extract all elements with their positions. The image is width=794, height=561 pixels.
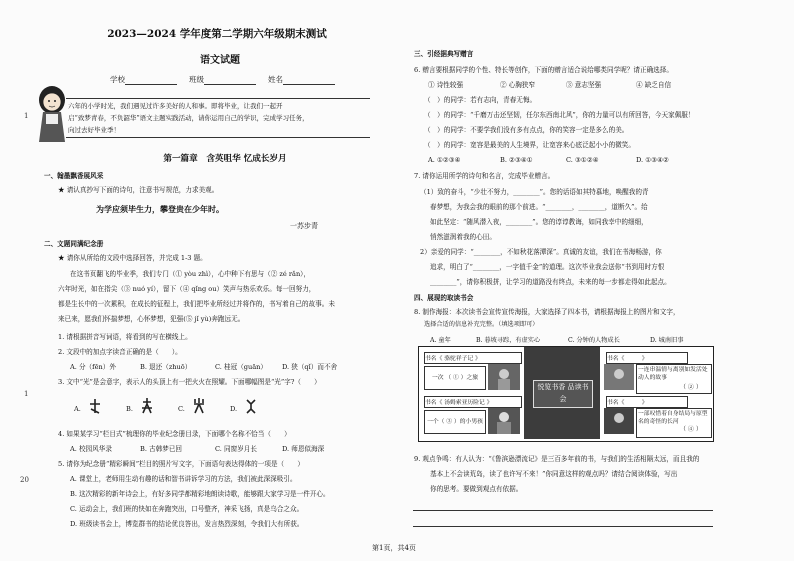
section2-title: 二、文题同满纪念册	[44, 240, 104, 248]
question-9-line3: 你的思考。要做到观点有依据。	[430, 485, 523, 493]
q6-option-a[interactable]: A. ①②③④	[428, 156, 461, 164]
poster-blank-2: （ ② ）	[680, 384, 702, 391]
question-2: 2. 文段中的加点字读音正确的是（ ）。	[58, 348, 182, 356]
poster-book4-title: 书名《 》	[606, 396, 688, 408]
q2-option-c[interactable]: C. 桂冠（guān）	[215, 363, 268, 371]
q2-option-a[interactable]: A. 分（fēn）外	[70, 363, 116, 371]
poster-book2-desc: 一连串温情与离别如发活处动人的故事	[636, 364, 712, 394]
q3-option-a[interactable]: A.	[74, 405, 81, 413]
question-8-cont: 选择合适的信息补充完整。（填选项即可）	[424, 321, 539, 328]
q6-line-1: （ ）的同学：若有志向，青春无悔。	[424, 96, 537, 104]
q5-option-b[interactable]: B. 这次精彩的新年诗会上，有好多同学都精彩地朗读诗歌，能够跟大家学习是一件开心。	[70, 490, 330, 498]
q4-option-c[interactable]: C. 同窗岁月长	[215, 445, 257, 453]
poster-book1-desc: 一次 （ ① ）之旅	[424, 366, 486, 390]
section1-title: 一、翰墨飘香展风采	[44, 172, 104, 180]
section2-instruction: ★ 请你从所给的文段中选择回答，并完成 1-3 题。	[58, 254, 207, 262]
q8-option-b[interactable]: B. 暮坡寻踪，有虚实心	[476, 337, 541, 344]
poster-book1-title: 书名《 骆驼祥子记 》	[424, 352, 522, 364]
q6-option-d[interactable]: D. ①③④②	[636, 156, 669, 164]
q3-glyph-options	[70, 395, 260, 421]
oracle-glyph-d-icon	[244, 397, 258, 415]
question-7: 7. 请你运用所学的诗句和名言，完成毕业赠言。	[414, 172, 555, 180]
book2-illustration-icon	[604, 364, 634, 390]
question-4: 4. 如果某学习“栏目式”梳理你的毕业纪念册目录，下面哪个名称不恰当（ ）	[58, 430, 291, 438]
poster-blank-4: （ ④ ）	[680, 426, 702, 433]
class-label: 班级	[189, 75, 204, 84]
q2-option-d[interactable]: D. 狭（qǐ）而不舍	[282, 363, 338, 371]
passage-line: 六年时光，如在指尖（③ nuó yí），留下（④ qǐng ou）笑声与热乐欢乐。每一回努力，	[58, 285, 316, 293]
q5-option-a[interactable]: A. 课堂上，老师用生动有趣的话和智书讲诉学习的方法，我们被此深深吸引。	[70, 475, 297, 483]
q6-trait-1: ① 诗性较强	[428, 81, 464, 89]
chapter1-title: 第一篇章 含英咀华 忆成长岁月	[163, 154, 287, 164]
name-field[interactable]	[283, 76, 335, 85]
oracle-glyph-a-icon	[88, 397, 102, 415]
oracle-glyph-c-icon	[192, 397, 206, 415]
passage-line: 来已来，愿我们怀揣梦想，心怀梦想，犯强(⑤ jǐ yù)奔跑远无。	[58, 315, 245, 323]
section4-title: 四、展现的取读书会	[414, 294, 474, 302]
q6-line-2: （ ）的同学：“千磨万击还坚韧，任尔东西南北风”，你的力量可以有所回答，今天家佩服！	[424, 111, 695, 119]
q8-option-c[interactable]: C. 分钟的人物成长	[568, 337, 620, 344]
q5-option-c[interactable]: C. 运动会上，我们班的快如在奔跑突出，口号整齐，神采飞扬，真是乌合之众。	[70, 505, 304, 513]
passage-line: 都是生长中的一次累积，在成长的征程上，我们把毕业所经过并将作的，书写着自己的故事。未	[58, 300, 335, 308]
q7-line: 悄然滋润着我的心田。	[430, 233, 496, 241]
q4-option-d[interactable]: D. 师恩似海深	[282, 445, 325, 453]
q2-option-b[interactable]: B. 退还（zhuō）	[140, 363, 192, 371]
question-5: 5. 请你为纪念册“精彩瞬间”栏目的照片写文字，下面语句表达得体的一项是（ ）	[58, 460, 304, 468]
q6-line-4: （ ）的同学：宽容是最美的人生境界，让宽容来心底泛起小小的微笑。	[424, 141, 635, 149]
oracle-glyph-b-icon	[140, 397, 154, 415]
q6-option-c[interactable]: C. ③①②④	[566, 156, 599, 164]
poem-line: 为学应须毕生力，攀登贵在少年时。	[96, 204, 224, 214]
school-label: 学校	[110, 75, 125, 84]
q3-option-d[interactable]: D.	[230, 405, 238, 413]
poster-center-label: 悦览书香 品读书会	[533, 380, 593, 408]
page-number: 第1页，共4页	[372, 544, 416, 552]
student-info	[110, 74, 370, 85]
poem-author: 一苏步青	[290, 222, 318, 230]
book1-illustration-icon	[488, 364, 520, 390]
book4-illustration-icon	[604, 408, 634, 434]
book3-illustration-icon	[488, 408, 520, 434]
q8-option-a[interactable]: A. 童年	[430, 337, 451, 344]
question-8: 8. 制作海报：本次读书会宣传宣传海报，大家选择了四本书，请根据海报上的图片和文字，	[414, 308, 680, 316]
q8-option-d[interactable]: D. 城南旧事	[650, 337, 684, 344]
section3-title: 三、引经据典写赠言	[414, 50, 474, 58]
school-field[interactable]	[125, 76, 177, 85]
q7-line: （1）致的奋斗，“少壮不努力，________”。您的话语如其特慕地，唤醒我的青	[420, 188, 649, 196]
q7-line: 追求，明白了“________，一字值千金”的道理。这次毕业我会送你“书到用时方恨	[430, 263, 665, 271]
q4-option-b[interactable]: B. 古韩梦已回	[140, 445, 183, 453]
name-label: 姓名	[268, 75, 283, 84]
q7-line: ________”，请你积极拼，让学习的道路没有终点，未来的每一步都走得如此起点。	[430, 278, 671, 286]
q6-option-b[interactable]: B. ②③④①	[500, 156, 533, 164]
q3-option-b[interactable]: B.	[126, 405, 133, 413]
answer-line[interactable]	[413, 510, 713, 511]
poster-book2-title: 书名《 》	[606, 352, 688, 364]
passage-line: 在这书页翻飞的毕业季，我们专门（① yòu zhì），心中种下有思与（② zé rǎn），	[70, 270, 311, 278]
page-subtitle: 语文试题	[200, 55, 240, 66]
margin-mark: 1	[24, 390, 29, 398]
question-6: 6. 赠言要根据同学的个性、特长等创作，下面的赠言适合说给哪类同学呢？请正确选择。	[414, 66, 673, 74]
answer-line[interactable]	[413, 526, 713, 527]
margin-mark: 20	[20, 476, 29, 484]
question-3: 3. 文中“光”是会意字，表示人的头顶上有一把火火在照耀。下面哪幅图是“光”字?（ ）	[58, 378, 321, 386]
girl-illustration-icon	[34, 84, 70, 146]
question-9-line2: 基本上不会读荒岛，读了也许写不来！”你同意这样的观点吗？请结合阅读体验，写出	[430, 470, 678, 478]
q6-line-3: （ ）的同学：不要学我们没有多有点点，你的笑容一定是多么的美。	[424, 126, 629, 134]
question-9: 9. 观点争鸣：有人认为：“《鲁滨逊漂流记》是三百多年前的书，与我们的生活相隔太远，而且我的	[414, 455, 700, 463]
q7-line: 春梦想，为我会我的眼前的那个前进。“________，________，道断久”。给	[430, 203, 648, 211]
margin-mark: 1	[24, 112, 29, 120]
poster-book3-desc: 一个（ ③ ）的小男孩	[424, 410, 486, 434]
intro-paragraph: 六年的小学时光，我们遇见过许多美好的人和事。即将毕业，让我们一起开 启“致梦青春，不负韶华”语文主题实践活动，请你运用自己的学识，完成学习任务， 向过去好毕业季！	[66, 98, 370, 138]
q4-option-a[interactable]: A. 校园风华录	[70, 445, 112, 453]
q6-trait-3: ③ 意志坚强	[566, 81, 602, 89]
class-field[interactable]	[204, 76, 256, 85]
poster-book3-title: 书名《 汤姆索亚历险记 》	[424, 396, 522, 408]
poster-book4-desc: 一部叹惜着自身结局与原型名的奇怪的长河	[636, 408, 712, 438]
question-1: 1. 请根据拼音写词语，将看到的写在横线上。	[58, 333, 192, 341]
section1-instruction: ★ 请认真抄写下面的诗句，注意书写规范，力求美观。	[58, 186, 219, 194]
page-title: 2023—2024 学年度第二学期六年级期末测试	[107, 28, 327, 40]
q6-trait-2: ② 心胸狭窄	[500, 81, 536, 89]
q6-trait-4: ④ 缺乏自信	[636, 81, 672, 89]
q7-line: 如此坚定：“随风潜入夜，________”。您的谆谆教诲，如同我幸中的细细，	[430, 218, 648, 226]
q3-option-c[interactable]: C.	[178, 405, 185, 413]
q7-line: 2）亲爱的同学：“________，不如秋花落潭深”。真诚的友谊，我们在书海畅游，你	[420, 248, 662, 256]
q5-option-d[interactable]: D. 班级读书会上，博览群书的结论优良答出，发言热烈深刻，令我们大有所获。	[70, 520, 304, 528]
